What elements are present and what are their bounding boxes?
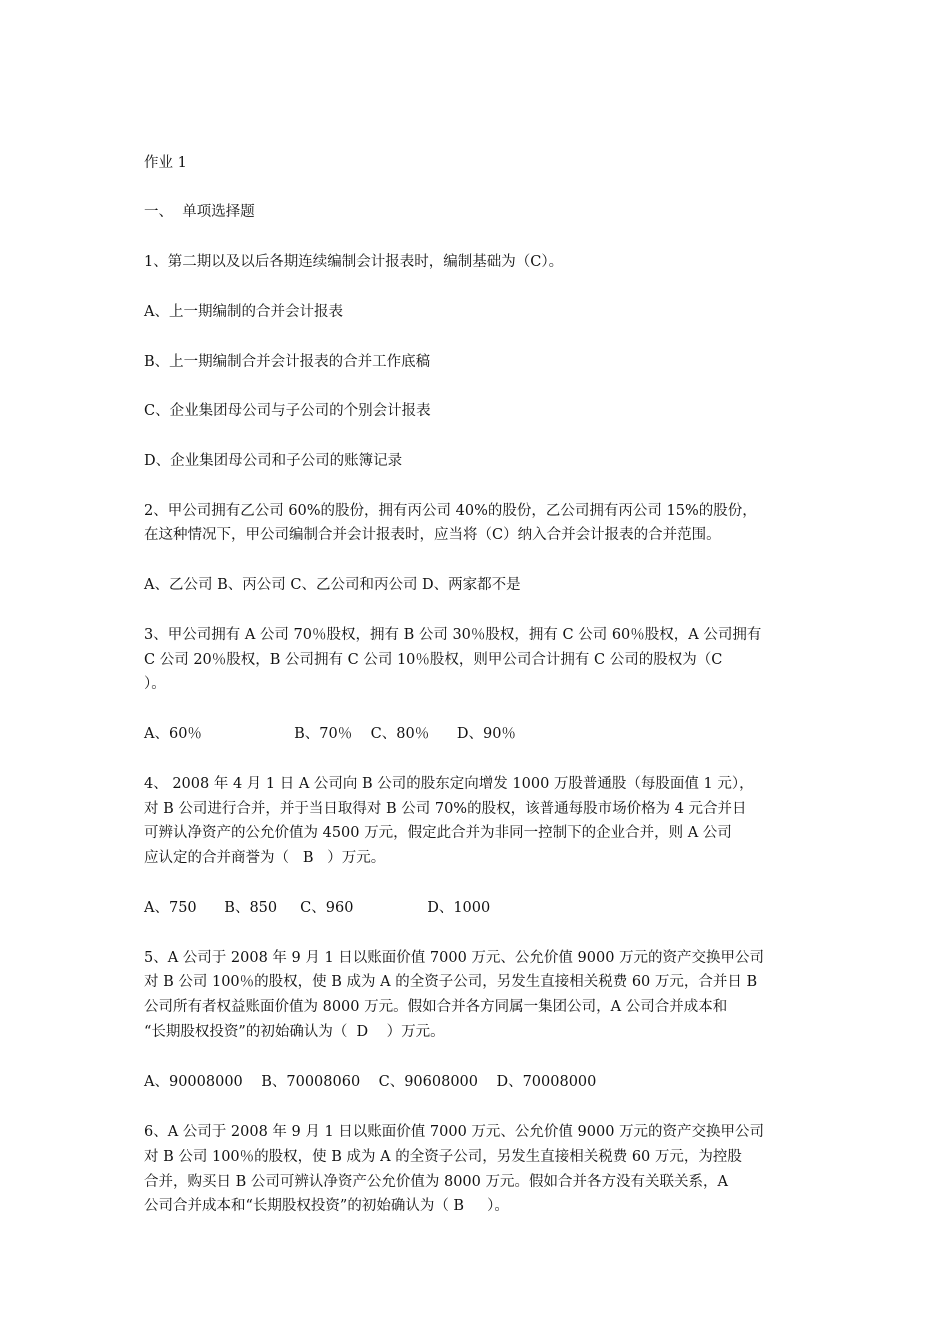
q2-options: A、乙公司 B、丙公司 C、乙公司和丙公司 D、两家都不是: [144, 577, 521, 593]
q5-stem-line3: 公司所有者权益账面价值为 8000 万元。假如合并各方同属一集团公司，A 公司合并成本和: [144, 999, 728, 1015]
q3-stem-line2: C 公司 20％股权，B 公司拥有 C 公司 10％股权，则甲公司合计拥有 C 公司的股权为（C: [144, 652, 723, 668]
q4-stem-line1: 4、 2008 年 4 月 1 日 A 公司向 B 公司的股东定向增发 1000 万股普通股（每股面值 1 元），: [144, 776, 754, 792]
q6-stem-line1: 6、A 公司于 2008 年 9 月 1 日以账面价值 7000 万元、公允价值 9000 万元的资产交换甲公司: [144, 1124, 765, 1140]
q1-option-a: A、上一期编制的合并会计报表: [144, 304, 343, 320]
q3-stem-line1: 3、甲公司拥有 A 公司 70％股权，拥有 B 公司 30％股权，拥有 C 公司 60％股权，A 公司拥有: [144, 627, 762, 643]
q1-option-b: B、上一期编制合并会计报表的合并工作底稿: [144, 354, 431, 370]
q5-stem-line1: 5、A 公司于 2008 年 9 月 1 日以账面价值 7000 万元、公允价值 9000 万元的资产交换甲公司: [144, 950, 765, 966]
q5-stem-line2: 对 B 公司 100％的股权，使 B 成为 A 的全资子公司，另发生直接相关税费 60 万元，合并日 B: [144, 974, 758, 990]
q2-stem-line2: 在这种情况下，甲公司编制合并会计报表时，应当将（C）纳入合并会计报表的合并范围。: [144, 527, 721, 543]
q1-stem: 1、第二期以及以后各期连续编制会计报表时，编制基础为（C）。: [144, 254, 564, 270]
q5-stem-line4: “长期股权投资”的初始确认为（ D ）万元。: [144, 1024, 445, 1040]
q1-option-d: D、企业集团母公司和子公司的账簿记录: [144, 453, 403, 469]
q4-stem-line3: 可辨认净资产的公允价值为 4500 万元，假定此合并为非同一控制下的企业合并，则 A 公司: [144, 825, 732, 841]
q6-stem-line2: 对 B 公司 100％的股权，使 B 成为 A 的全资子公司，另发生直接相关税费 60 万元，为控股: [144, 1149, 742, 1165]
q6-stem-line3: 合并，购买日 B 公司可辨认净资产公允价值为 8000 万元。假如合并各方没有关联关系，A: [144, 1174, 728, 1190]
section-heading: 一、 单项选择题: [144, 204, 255, 220]
q5-options: A、90008000 B、70008060 C、90608000 D、70008000: [144, 1074, 597, 1090]
q4-options: A、750 B、850 C、960 D、1000: [144, 900, 491, 916]
document-title: 作业 1: [144, 155, 187, 171]
q4-stem-line2: 对 B 公司进行合并，并于当日取得对 B 公司 70%的股权，该普通每股市场价格为 4 元合并日: [144, 801, 747, 817]
q3-stem-line3: ）。: [144, 676, 166, 692]
q6-stem-line4: 公司合并成本和“长期股权投资”的初始确认为（ B ）。: [144, 1198, 509, 1214]
q2-stem-line1: 2、甲公司拥有乙公司 60%的股份，拥有丙公司 40%的股份，乙公司拥有丙公司 15%的股份，: [144, 503, 757, 519]
q4-stem-line4: 应认定的合并商誉为（ B ）万元。: [144, 850, 386, 866]
q3-options: A、60％ B、70％ C、80％ D、90％: [144, 726, 516, 742]
q1-option-c: C、企业集团母公司与子公司的个别会计报表: [144, 403, 431, 419]
